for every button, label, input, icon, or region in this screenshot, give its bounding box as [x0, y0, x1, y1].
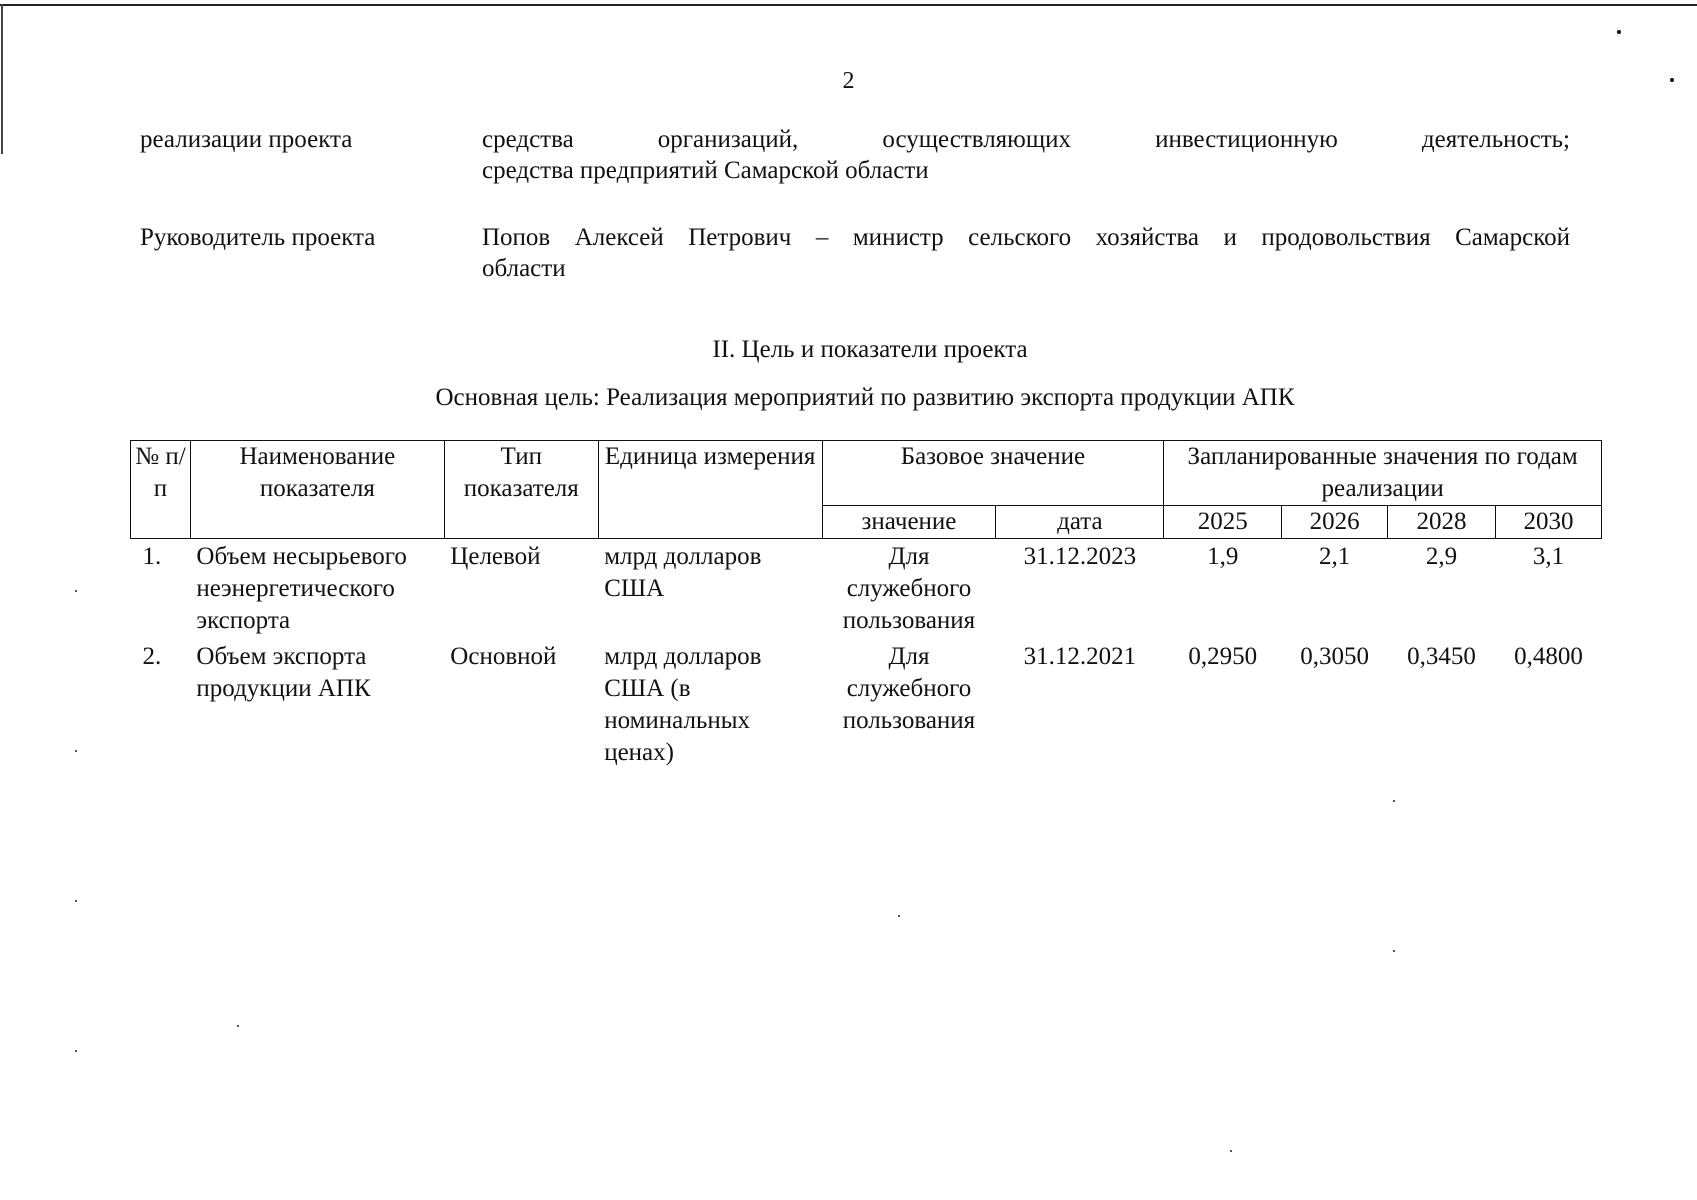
table-row — [131, 539, 1602, 640]
header-year: 2025 — [1164, 506, 1282, 539]
row-year-value: 3,1 — [1532, 543, 1565, 570]
row-unit: млрд долларов США — [604, 543, 762, 602]
header-year: 2026 — [1282, 506, 1388, 539]
scan-speck — [1230, 1150, 1232, 1152]
passport-value-line: средства предприятий Самарской области — [482, 157, 929, 184]
scan-border-top — [0, 4, 1697, 6]
row-name: Объем несырьевого неэнергетического экспорта — [196, 543, 407, 634]
row-num: 2. — [142, 643, 162, 670]
row-type: Целевой — [450, 543, 541, 570]
section-title: II. Цель и показатели проекта — [712, 336, 1028, 363]
scan-speck — [898, 915, 900, 917]
row-year-value: 0,4800 — [1514, 643, 1583, 670]
row-name: Объем экспорта продукции АПК — [196, 643, 371, 702]
indicators-table — [130, 440, 1602, 771]
row-year-value: 2,1 — [1319, 543, 1351, 570]
scan-speck — [75, 750, 77, 752]
header-planned: Запланированные значения по годам реализации — [1164, 441, 1602, 506]
row-num: 1. — [142, 543, 162, 570]
header-year: 2028 — [1388, 506, 1496, 539]
page-number: 2 — [842, 68, 855, 94]
passport-value-line: Попов Алексей Петрович – министр сельского хозяйства и продовольствия Самарской — [482, 224, 1570, 251]
scan-speck — [1617, 30, 1621, 34]
row-year-value: 0,2950 — [1188, 643, 1258, 670]
header-type: Тип показателя — [444, 441, 598, 539]
goal-statement: Основная цель: Реализация мероприятий по развитию экспорта продукции АПК — [435, 384, 1295, 411]
header-num: № п/п — [131, 441, 191, 539]
header-name: Наименование показателя — [190, 441, 444, 539]
scan-speck — [75, 1050, 77, 1052]
header-base-value: значение — [822, 506, 996, 539]
scan-speck — [75, 900, 77, 902]
header-year: 2030 — [1496, 506, 1602, 539]
header-base-date: дата — [996, 506, 1164, 539]
scan-speck — [75, 590, 77, 592]
row-unit: млрд долларов США (в номинальных ценах) — [604, 643, 762, 766]
scan-speck — [1393, 950, 1395, 952]
header-unit: Единица измерения — [598, 441, 822, 539]
scan-speck — [237, 1025, 239, 1027]
row-base-date: 31.12.2021 — [1023, 643, 1137, 670]
row-year-value: 0,3450 — [1407, 643, 1476, 670]
passport-label: реализации проекта — [140, 126, 353, 153]
header-base: Базовое значение — [822, 441, 1164, 506]
row-base-value: Для служебного пользования — [842, 543, 976, 634]
passport-label: Руководитель проекта — [140, 224, 376, 251]
passport-value-line: области — [482, 255, 566, 282]
row-year-value: 1,9 — [1207, 543, 1239, 570]
table-row — [131, 639, 1602, 771]
row-type: Основной — [450, 643, 557, 670]
row-year-value: 0,3050 — [1300, 643, 1369, 670]
row-base-date: 31.12.2023 — [1023, 543, 1137, 570]
passport-value — [482, 222, 1570, 284]
passport-value — [482, 124, 1570, 186]
row-base-value: Для служебного пользования — [842, 643, 976, 734]
passport-value-line: средства организаций, осуществляющих инвестиционную деятельность; — [482, 126, 1570, 153]
row-year-value: 2,9 — [1425, 543, 1458, 570]
scan-speck — [1393, 800, 1395, 802]
